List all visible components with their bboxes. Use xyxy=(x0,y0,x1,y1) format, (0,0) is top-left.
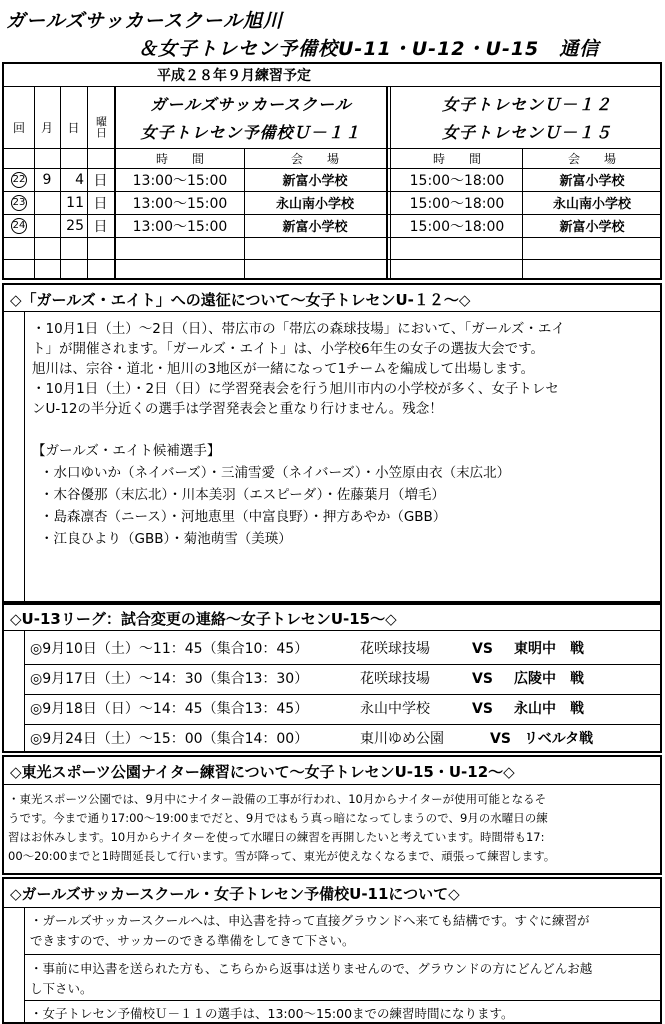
header-day: 日 xyxy=(67,120,80,135)
match-vs: VS xyxy=(490,731,511,747)
match-opponent: 永山中 戦 xyxy=(514,701,584,717)
row-time-b: 15:00～18:00 xyxy=(409,195,505,212)
section-title: ◇「ガールズ・エイト」への遠征について～女子トレセンU-１２～◇ xyxy=(10,291,471,309)
match-venue: 花咲球技場 xyxy=(360,641,430,657)
section-night-practice xyxy=(2,755,662,875)
row-day: 4 xyxy=(75,171,84,188)
title-line1: ガールズサッカースクール旭川 xyxy=(6,10,283,32)
candidate-line: ・江良ひより（GBB）・菊池萌雪（美瑛） xyxy=(40,531,292,547)
paragraph-line: できますので、サッカーのできる準備をしてきて下さい。 xyxy=(30,933,355,948)
paragraph-line: ・東光スポーツ公園では、9月中にナイター設備の工事が行われ、10月からナイターが使用可能となるそ xyxy=(8,792,547,806)
paragraph-line: 00～20:00までと1時間延長して行います。雪が降って、東光が使えなくなるまで、頑張って練習します。 xyxy=(8,849,556,863)
row-weekday: 日 xyxy=(93,195,108,212)
paragraph-line: 旭川は、宗谷・道北・旭川の3地区が一緒になって1チームを編成して出場します。 xyxy=(32,361,535,377)
match-vs: VS xyxy=(472,671,493,687)
group-b-line1: 女子トレセンＵ－１２ xyxy=(441,94,612,114)
match-venue: 花咲球技場 xyxy=(360,671,430,687)
venue-label-b: 会 場 xyxy=(567,151,616,166)
section-title: ◇東光スポーツ公園ナイター練習について～女子トレセンU-15・U-12～◇ xyxy=(10,763,515,781)
paragraph-line: うです。今まで通り17:00～19:00までだと、9月ではもう真っ暗になってしまうので、9月の水曜日の練 xyxy=(8,811,548,825)
section-title: ◇ガールズサッカースクール・女子トレセン予備校U-11について◇ xyxy=(10,885,460,903)
match-date: ◎9月18日（日）～14：45（集合13：45） xyxy=(30,701,309,717)
row-venue-a: 永山南小学校 xyxy=(275,197,354,212)
match-date: ◎9月17日（土）～14：30（集合13：30） xyxy=(30,671,309,687)
match-venue: 東川ゆめ公園 xyxy=(360,731,444,747)
schedule-title: 平成２８年９月練習予定 xyxy=(157,68,311,84)
candidate-line: ・水口ゆいか（ネイバーズ）・三浦雪愛（ネイバーズ）・小笠原由衣（末広北） xyxy=(40,465,511,481)
header-weekday: 曜日 xyxy=(94,116,108,138)
paragraph-line: ンU-12の半分近くの選手は学習発表会と重なり行けません。残念！ xyxy=(32,401,443,417)
schedule-box xyxy=(2,62,662,280)
match-opponent: リベルタ戦 xyxy=(524,731,594,747)
paragraph-line: ・10月1日（土）・2日（日）に学習発表会を行う旭川市内の小学校が多く、女子トレセ xyxy=(32,381,559,397)
row-venue-b: 新富小学校 xyxy=(559,174,625,189)
row-time-a: 13:00～15:00 xyxy=(132,218,228,235)
group-a-line1: ガールズサッカースクール xyxy=(150,94,352,114)
row-time-a: 13:00～15:00 xyxy=(132,172,228,189)
paragraph-line: ・事前に申込書を送られた方も、こちらから返事は送りませんので、グラウンドの方にどんどんお越 xyxy=(30,961,593,976)
row-time-a: 13:00～15:00 xyxy=(132,195,228,212)
match-venue: 永山中学校 xyxy=(360,701,430,717)
paragraph-line: ・女子トレセン予備校Ｕ－１１の選手は、13:00～15:00までの練習時間になります。 xyxy=(30,1006,514,1021)
paragraph-line: 習はお休みします。10月からナイターを使って水曜日の練習を再開したいと考えています。時間帯も17: xyxy=(8,830,545,844)
candidate-line: ・島森凛杏（ニース）・河地恵里（中富良野）・押方あやか（GBB） xyxy=(40,509,447,525)
row-weekday: 日 xyxy=(93,172,108,189)
row-venue-a: 新富小学校 xyxy=(282,220,348,235)
paragraph-line: ト」が開催されます。「ガールズ・エイト」は、小学校6年生の女子の選抜大会です。 xyxy=(32,341,545,357)
venue-label-a: 会 場 xyxy=(290,151,339,166)
paragraph-line: し下さい。 xyxy=(30,981,93,996)
row-weekday: 日 xyxy=(93,218,108,235)
match-vs: VS xyxy=(472,641,493,657)
row-time-b: 15:00～18:00 xyxy=(409,218,505,235)
header-month: 月 xyxy=(40,120,53,135)
row-day: 11 xyxy=(66,194,84,211)
paragraph-line: ・ガールズサッカースクールへは、申込書を持って直接グラウンドへ来ても結構です。すぐに練習が xyxy=(30,913,590,928)
row-venue-b: 新富小学校 xyxy=(559,220,625,235)
paragraph-line: ・10月1日（土）～2日（日）、帯広市の「帯広の森球技場」において、「ガールズ・エイ xyxy=(32,321,565,337)
row-venue-a: 新富小学校 xyxy=(282,174,348,189)
section-u13-league xyxy=(2,603,662,753)
row-venue-b: 永山南小学校 xyxy=(552,197,631,212)
match-date: ◎9月24日（土）～15：00（集合14：00） xyxy=(30,731,309,747)
section-school-info xyxy=(2,877,662,1024)
candidates-title: 【ガールズ・エイト候補選手】 xyxy=(32,443,221,459)
row-round: 23 xyxy=(4,191,34,214)
time-label-b: 時 間 xyxy=(432,151,481,166)
time-label-a: 時 間 xyxy=(155,151,204,166)
row-month xyxy=(34,191,60,214)
row-time-b: 15:00～18:00 xyxy=(409,172,505,189)
section-girls-eight xyxy=(2,283,662,603)
title-line2: ＆女子トレセン予備校U-11・U-12・U-15 通信 xyxy=(138,38,600,60)
match-date: ◎9月10日（土）～11：45（集合10：45） xyxy=(30,641,309,657)
group-a-line2: 女子トレセン予備校Ｕ－１１ xyxy=(140,122,362,142)
candidate-line: ・木谷優那（末広北）・川本美羽（エスピーダ）・佐藤葉月（増毛） xyxy=(40,487,445,503)
match-opponent: 広陵中 戦 xyxy=(514,671,584,687)
row-month: 9 xyxy=(42,171,52,188)
row-day: 25 xyxy=(66,217,84,234)
group-b-line2: 女子トレセンＵ－１５ xyxy=(441,122,612,142)
row-round: 24 xyxy=(4,214,34,237)
row-round: 22 xyxy=(4,168,34,191)
row-month xyxy=(34,214,60,237)
header-round: 回 xyxy=(12,120,25,135)
match-vs: VS xyxy=(472,701,493,717)
section-title: ◇U-13リーグ：試合変更の連絡～女子トレセンU-15～◇ xyxy=(10,610,397,628)
match-opponent: 東明中 戦 xyxy=(514,641,584,657)
